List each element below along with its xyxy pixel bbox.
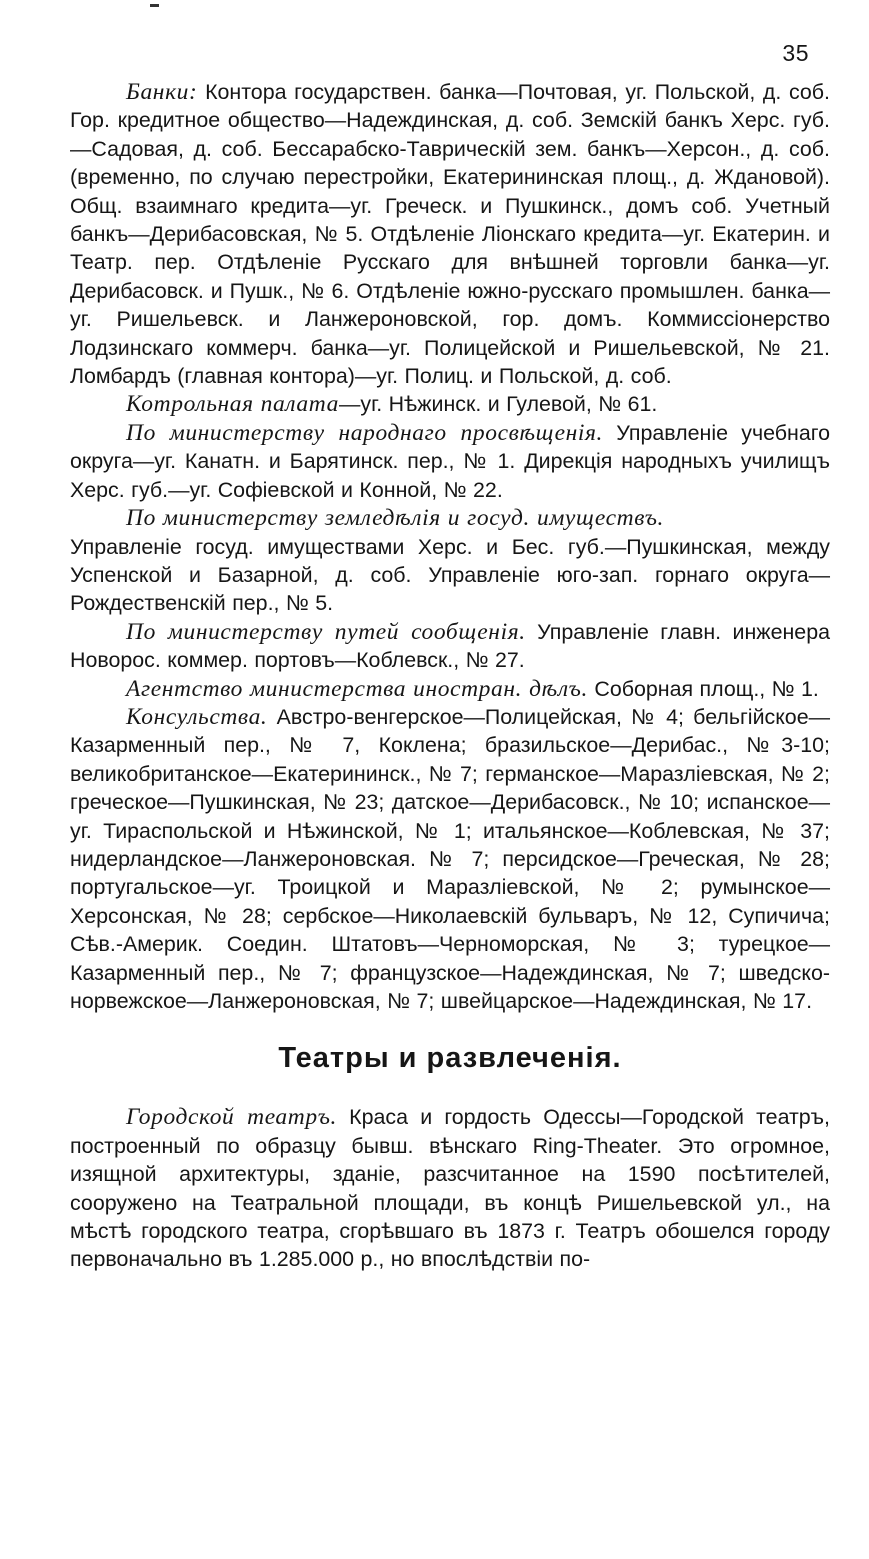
paragraph-railways-ministry (70, 618, 830, 675)
section-title-consulates: Консульства. (126, 703, 268, 730)
section-text-city-theatre: Краса и гордость Одессы—Городской театръ, построенный по образцу бывш. вѣнскаго Ring-Theater. Это огромное, изящной архитектуры, зданіе, разсчитанное на 1590 посѣтителей, сооружено на Театральной площади, въ концѣ Ришельевской ул., на мѣстѣ городского театра, сгорѣвшаго въ 1873 г. Театръ обошелся городу первоначально въ 1.285.000 р., но впослѣдствіи по- (70, 1105, 830, 1272)
section-text-banks: Контора государствен. банка—Почтовая, уг. Польской, д. соб. Гор. кредитное общество—Надеждинская, д. соб. Земскій банкъ Херс. губ.—Садовая, д. соб. Бессарабско-Таврическій зем. банкъ—Херсон., д. соб. (временно, по случаю перестройки, Екатерининская площ., д. Ждановой). Общ. взаимнаго кредита—уг. Греческ. и Пушкинск., домъ соб. Учетный банкъ—Дерибасовская, № 5. Отдѣленіе Ліонскаго кредита—уг. Екатерин. и Театр. пер. Отдѣленіе Русскаго для внѣшней торговли банка—уг. Дерибасовск. и Пушк., № 6. Отдѣленіе южно-русскаго промышлен. банка—уг. Ришельевск. и Ланжероновской, гор. домъ. Коммиссіонерство Лодзинскаго коммерч. банка—уг. Полицейской и Ришельевской, № 21. Ломбардъ (главная контора)—уг. Полиц. и Польской, д. соб. (70, 80, 830, 389)
section-heading-theatres: Театры и развлеченія. (278, 1042, 622, 1075)
section-text-consulates: Австро-венгерское—Полицейская, № 4; бельгійское—Казарменный пер., № 7, Коклена; бразильское—Дерибас., №3-10; великобританское—Екатерининск., № 7; германское—Маразліевская, № 2; греческое—Пушкинская, № 23; датское—Дерибасовск., № 10; испанское—уг. Тираспольской и Нѣжинской, № 1; итальянское—Коблевская, № 37; нидерландское—Ланжероновская. № 7; персидское—Греческая, № 28; португальское—уг. Троицкой и Маразліевской, № 2; румынское—Херсонская, № 28; сербское—Николаевскій бульваръ, № 12, Супичича; Сѣв.-Америк. Соедин. Штатовъ—Черноморская, № 3; турецкое—Казарменный пер., № 7; французское—Надеждинская, № 7; шведско-норвежское—Ланжероновская, № 7; швейцарское—Надеждинская, № 17. (70, 704, 830, 1013)
section-text-foreign-affairs-agency: Соборная площ., № 1. (587, 676, 819, 701)
paragraph-control-chamber (70, 390, 830, 418)
section-text-control-chamber: —уг. Нѣжинск. и Гулевой, № 61. (339, 392, 658, 417)
paragraph-foreign-affairs-agency (70, 675, 830, 703)
paragraph-banks (70, 78, 830, 390)
paragraph-education-ministry (70, 419, 830, 504)
section-title-foreign-affairs-agency: Агентство министерства иностран. дѣлъ. (126, 675, 588, 702)
section-title-education-ministry: По министерству народнаго просвѣщенія. (126, 419, 604, 446)
section-text-railways-ministry: Управленіе главн. инженера Новорос. коммер. портовъ—Коблевск., № 27. (70, 619, 830, 673)
print-mark (150, 4, 159, 7)
section-title-agriculture-ministry: По министерству земледѣлія и госуд. имуществъ. (126, 505, 664, 532)
section-text-education-ministry: Управленіе учебнаго округа—уг. Канатн. и Барятинск. пер., № 1. Дирекція народныхъ училищъ Херс. губ.—уг. Софіевской и Конной, № 22. (70, 420, 830, 502)
section-title-banks: Банки: (126, 79, 198, 105)
section-title-control-chamber: Котрольная палата (126, 391, 339, 418)
paragraph-city-theatre (70, 1103, 830, 1273)
section-text-agriculture-ministry: Управленіе госуд. имуществами Херс. и Бес. губ.—Пушкинская, между Успенской и Базарной, д. соб. Управленіе юго-зап. горнаго округа—Рождественскій пер., № 5. (70, 534, 830, 616)
page-number: 35 (782, 40, 809, 66)
section-title-city-theatre: Городской театръ. (126, 1104, 337, 1131)
paragraph-consulates (70, 703, 830, 1015)
section-title-railways-ministry: По министерству путей сообщенія. (126, 618, 526, 645)
paragraph-agriculture-ministry (70, 504, 830, 618)
page-body (70, 78, 830, 1274)
